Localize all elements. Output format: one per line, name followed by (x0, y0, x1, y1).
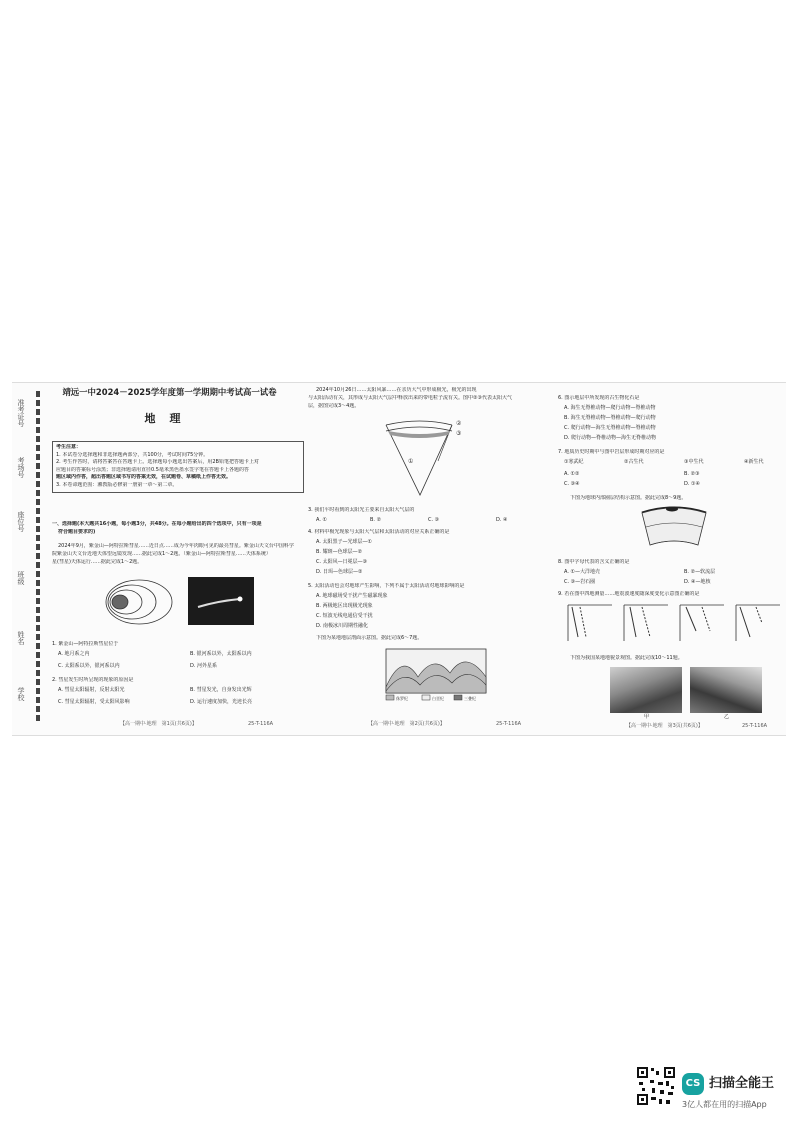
binding-field-school: 学校 (17, 687, 25, 701)
question-4: 4. 材料中极光现象与太阳大气层和太阳活动的对应关系正确的是 (308, 529, 450, 535)
strata-profile-diagram (384, 647, 488, 709)
option-6a: A. 海生无脊椎动物—爬行动物—脊椎动物 (564, 405, 656, 411)
option-7d: D. ①④ (684, 481, 700, 487)
option-4a: A. 太阳黑子—光球层—① (316, 539, 372, 545)
legend-label-2: 白垩纪 (432, 696, 444, 701)
page-footer: 【高一期中·地理 第3页(共6页)】 (626, 723, 703, 729)
intro-line: 2024年9月，紫金山—阿特拉斯彗星……近日点……成为今年肉眼可见的最亮彗星。紫金山天文台中国科学 (58, 543, 294, 549)
option-5b: B. 两极地区出现极光现象 (316, 603, 373, 609)
legend-label-3: 三叠纪 (464, 696, 476, 701)
option-3c: C. ③ (428, 517, 440, 523)
option-5d: D. 南极冰川周期性融化 (316, 623, 369, 629)
question-5: 5. 太阳活动也会对地球产生影响，下列不属于太阳活动对地球影响的是 (308, 583, 465, 589)
option-8b: B. ②—软流层 (684, 569, 716, 575)
fig-label-2: ② (456, 420, 462, 427)
celestial-system-figure (104, 577, 174, 627)
section-heading: 一、选择题(本大题共16小题，每小题3分，共48分。在每小题给出的四个选项中，只有一项是 (52, 521, 262, 527)
notice-heading: 考生注意： (56, 444, 82, 450)
binding-field-class: 班级 (17, 571, 25, 585)
option-6c: C. 爬行动物—海生无脊椎动物—脊椎动物 (564, 425, 656, 431)
option-5a: A. 地球磁场受干扰产生磁暴现象 (316, 593, 388, 599)
notice-line: 题区域内作答，超出答题区域书写的答案无效，在试题卷、草稿纸上作答无效。 (56, 474, 232, 481)
page-footer: 【高一期中·地理 第2页(共6页)】 (368, 721, 445, 727)
page-3 (558, 383, 784, 735)
option-5c: C. 短波无线电通信受干扰 (316, 613, 373, 619)
intro-line: 与太阳活动有关，其形成与太阳大气层中释放出来的带电粒子流有关。图中②③代表太阳大气 (308, 395, 512, 401)
option-6b: B. 海生无脊椎动物—脊椎动物—爬行动物 (564, 415, 656, 421)
page-footer: 【高一期中·地理 第1页(共6页)】 (120, 721, 197, 727)
page-code: 25-T-116A (742, 723, 768, 729)
photo-label-yi: 乙 (724, 714, 730, 720)
page-1 (52, 383, 302, 735)
exam-title: 靖远一中2024－2025学年度第一学期期中考试高一试卷 (62, 387, 277, 397)
option-7b: B. ②③ (684, 471, 700, 477)
q7-item-3: ③中生代 (684, 459, 704, 465)
camscanner-logo-icon: CS (682, 1073, 704, 1095)
option-7a: A. ①② (564, 471, 580, 477)
page-2 (308, 383, 548, 735)
camscanner-tagline: 3亿人都在用的扫描App (682, 1100, 767, 1109)
option-8a: A. ①—大洋地壳 (564, 569, 600, 575)
option-2c: C. 彗星太阳辐射，受太阳风影响 (58, 699, 130, 705)
binding-field-name: 姓名 (17, 631, 25, 645)
question-2: 2. 彗星发生时所呈现的现象的原因是 (52, 677, 134, 683)
option-2a: A. 彗星太阳辐射，反射太阳光 (58, 687, 125, 693)
option-1d: D. 河外星系 (190, 663, 218, 669)
fig-label-3: ③ (456, 430, 462, 437)
binding-margin (12, 391, 46, 721)
question-9: 9. 若在图中四地测量……地震波速度随深度变化示意图正确的是 (558, 591, 700, 597)
option-1a: A. 地月系之内 (58, 651, 90, 657)
q7-item-1: ①寒武纪 (564, 459, 584, 465)
option-3d: D. ④ (496, 517, 508, 523)
exam-sheet (12, 382, 786, 736)
option-8c: C. ③—岩石圈 (564, 579, 596, 585)
option-1b: B. 银河系以外，太阳系以内 (190, 651, 252, 657)
option-3b: B. ② (370, 517, 382, 523)
option-6d: D. 爬行动物—脊椎动物—海生无脊椎动物 (564, 435, 657, 441)
qr-code-icon (636, 1066, 676, 1106)
notice-line: 3. 本卷命题范围：湘教版必修第一册第一章～第二章。 (56, 481, 178, 488)
notice-line: 2. 考生作答时，请将答案答在答题卡上。选择题每小题选出答案后，用2B铅笔把答题卡上对 (56, 459, 259, 466)
legend-label-1: 侏罗纪 (396, 696, 408, 701)
q7-item-4: ④新生代 (744, 459, 764, 465)
notice-box (52, 441, 304, 493)
q7-item-2: ②古生代 (624, 459, 644, 465)
option-2b: B. 彗星发光，自身发出光辉 (190, 687, 252, 693)
intro-line: 2024年10月26日……太阳风暴……在亲历大气中形成极光，极光的出现 (316, 387, 477, 393)
intro-10: 下图为我国某地地貌景观图。据此完成10～11题。 (570, 655, 683, 661)
notice-line: 1. 本试卷分选择题和非选择题两部分，共100分，考试时间75分钟。 (56, 451, 209, 458)
option-4b: B. 耀斑—色球层—② (316, 549, 363, 555)
option-3a: A. ① (316, 517, 327, 523)
option-8d: D. ④—地核 (684, 579, 711, 585)
binding-dashed-line (36, 391, 40, 721)
page-code: 25-T-116A (496, 721, 522, 727)
binding-field-exam-id: 准考证号 (17, 399, 25, 427)
question-3: 3. 我们平时看到的太阳光主要来自太阳大气层的 (308, 507, 415, 513)
intro-line: 院紫金山天文台近地天体望远镜发现……据此完成1～2题。（紫金山—阿特拉斯彗星……天体系统） (52, 551, 271, 557)
question-8: 8. 图中字母代表的含义正确的是 (558, 559, 630, 565)
landform-photo-yi (690, 667, 762, 713)
photo-label-jia: 甲 (644, 714, 650, 720)
option-1c: C. 太阳系以外，银河系以内 (58, 663, 120, 669)
question-1: 1. 紫金山—阿特拉斯彗星位于 (52, 641, 119, 647)
option-2d: D. 运行速度加快，光迹长亮 (190, 699, 253, 705)
binding-field-seat: 座位号 (17, 511, 25, 532)
seismic-wave-charts (564, 601, 780, 647)
intro-6: 下图为某地地层剖面示意图。据此完成6～7题。 (316, 635, 423, 641)
comet-photo (188, 577, 254, 625)
option-4c: C. 太阳风—日冕层—③ (316, 559, 368, 565)
option-7c: C. ③④ (564, 481, 580, 487)
landform-photo-jia (610, 667, 682, 713)
intro-8: 下图为地球内部圈层结构示意图。据此完成8～9题。 (570, 495, 687, 501)
camscanner-app-name: 扫描全能王 (709, 1076, 775, 1091)
binding-field-room: 考场号 (17, 457, 25, 478)
earth-interior-diagram (638, 505, 710, 555)
intro-line: 星(彗星)天体运行……据此完成1～2题。 (52, 559, 143, 565)
intro-line: 层，据图完成3～4题。 (308, 403, 360, 409)
fig-label-1: ① (408, 458, 414, 465)
section-heading-cont: 符合题目要求的) (58, 529, 96, 535)
page-code: 25-T-116A (248, 721, 274, 727)
notice-line: 应题目的答案标号涂黑；非选择题请用直径0.5毫米黑色墨水签字笔在答题卡上各题的答 (56, 466, 249, 473)
subject-title: 地理 (144, 412, 195, 425)
solar-atmosphere-diagram (378, 417, 488, 503)
question-7: 7. 地质历史时期中与图中岩层形成时期对应的是 (558, 449, 665, 455)
question-6: 6. 图示地层中所发现的古生物化石是 (558, 395, 640, 401)
option-4d: D. 日珥—色球层—② (316, 569, 363, 575)
